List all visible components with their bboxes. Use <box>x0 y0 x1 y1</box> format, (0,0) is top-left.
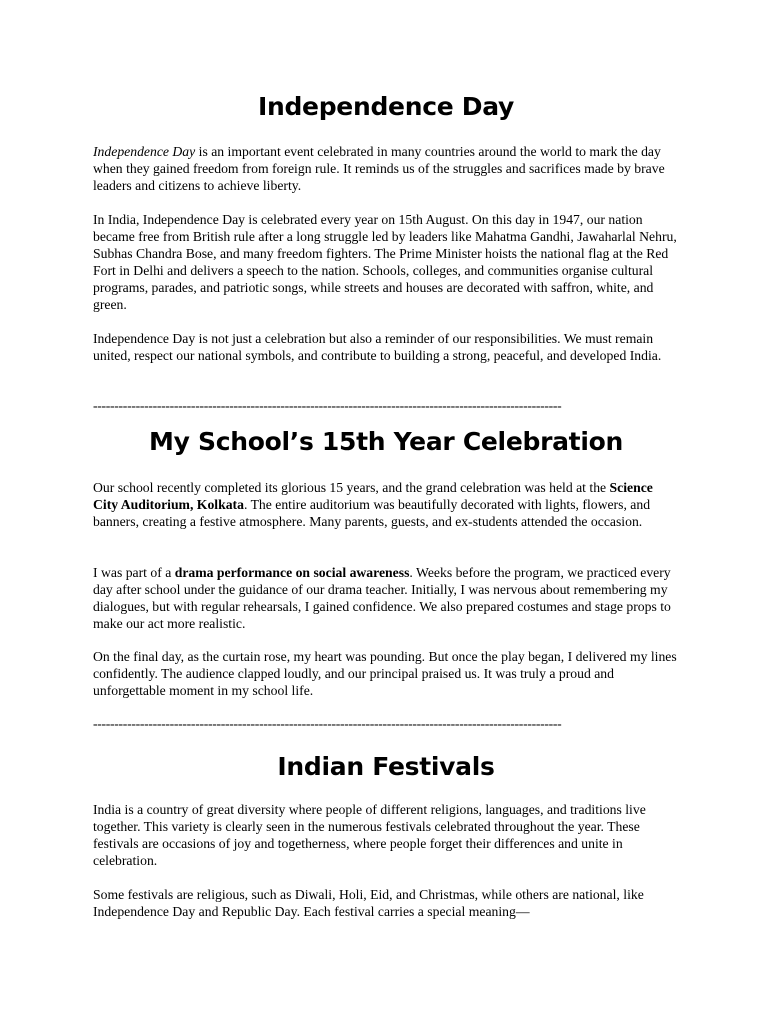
section-title-school-celebration: My School’s 15th Year Celebration <box>149 427 623 456</box>
paragraph: Some festivals are religious, such as Diwali, Holi, Eid, and Christmas, while others are national, like Independence Day and Republic Day. Each festival carries a special meaning— <box>93 887 644 919</box>
paragraph <box>93 143 681 194</box>
paragraph-text: . The entire auditorium was beautifully decorated with lights, flowers, and banners, creating a festive atmosphere. Many parents, guests, and ex-students attended the occasion. <box>93 497 651 529</box>
section-separator: -------------------------------------------------------------------------------------------------------------- <box>93 398 562 413</box>
paragraph: Independence Day is not just a celebration but also a reminder of our responsibilities. We must remain united, respect our national symbols, and contribute to building a strong, peaceful, and developed India. <box>93 331 662 363</box>
paragraph-text: Our school recently completed its glorious 15 years, and the grand celebration was held at the <box>93 480 610 495</box>
paragraph: In India, Independence Day is celebrated every year on 15th August. On this day in 1947, our nation became free from British rule after a long struggle led by leaders like Mahatma Gandhi, Jawaharlal Nehru, Subhas Chandra Bose, and many freedom fighters. The Prime Minister hoists the national flag at the Red Fort in Delhi and delivers a speech to the nation. Schools, colleges, and communities organise cultural programs, parades, and patriotic songs, while streets and houses are decorated with saffron, white, and green. <box>93 212 677 312</box>
paragraph <box>93 564 681 632</box>
bold-text: Science City Auditorium, Kolkata <box>93 480 653 512</box>
paragraph: India is a country of great diversity where people of different religions, languages, and traditions live together. This variety is clearly seen in the numerous festivals celebrated throughout the year. These festivals are occasions of joy and togetherness, where people forget their differences and unite in celebration. <box>93 802 646 868</box>
section-title-indian-festivals: Indian Festivals <box>277 752 495 781</box>
section-separator: -------------------------------------------------------------------------------------------------------------- <box>93 716 562 731</box>
italic-lead: Independence Day <box>93 144 196 159</box>
paragraph-text: is an important event celebrated in many countries around the world to mark the day when they gained freedom from foreign rule. It reminds us of the struggles and sacrifices made by brave leaders and citizens to achieve liberty. <box>93 144 665 193</box>
bold-text: drama performance on social awareness <box>174 565 410 580</box>
paragraph: On the final day, as the curtain rose, my heart was pounding. But once the play began, I delivered my lines confidently. The audience clapped loudly, and our principal praised us. It was truly a proud and unforgettable moment in my school life. <box>93 649 677 698</box>
section-title-independence-day: Independence Day <box>257 92 515 121</box>
paragraph-text: I was part of a <box>93 565 175 580</box>
paragraph-text: . Weeks before the program, we practiced every day after school under the guidance of our drama teacher. Initially, I was nervous about remembering my dialogues, but with regular rehearsals, I gained confidence. We also prepared costumes and stage props to make our act more realistic. <box>93 565 671 631</box>
paragraph <box>93 479 681 530</box>
